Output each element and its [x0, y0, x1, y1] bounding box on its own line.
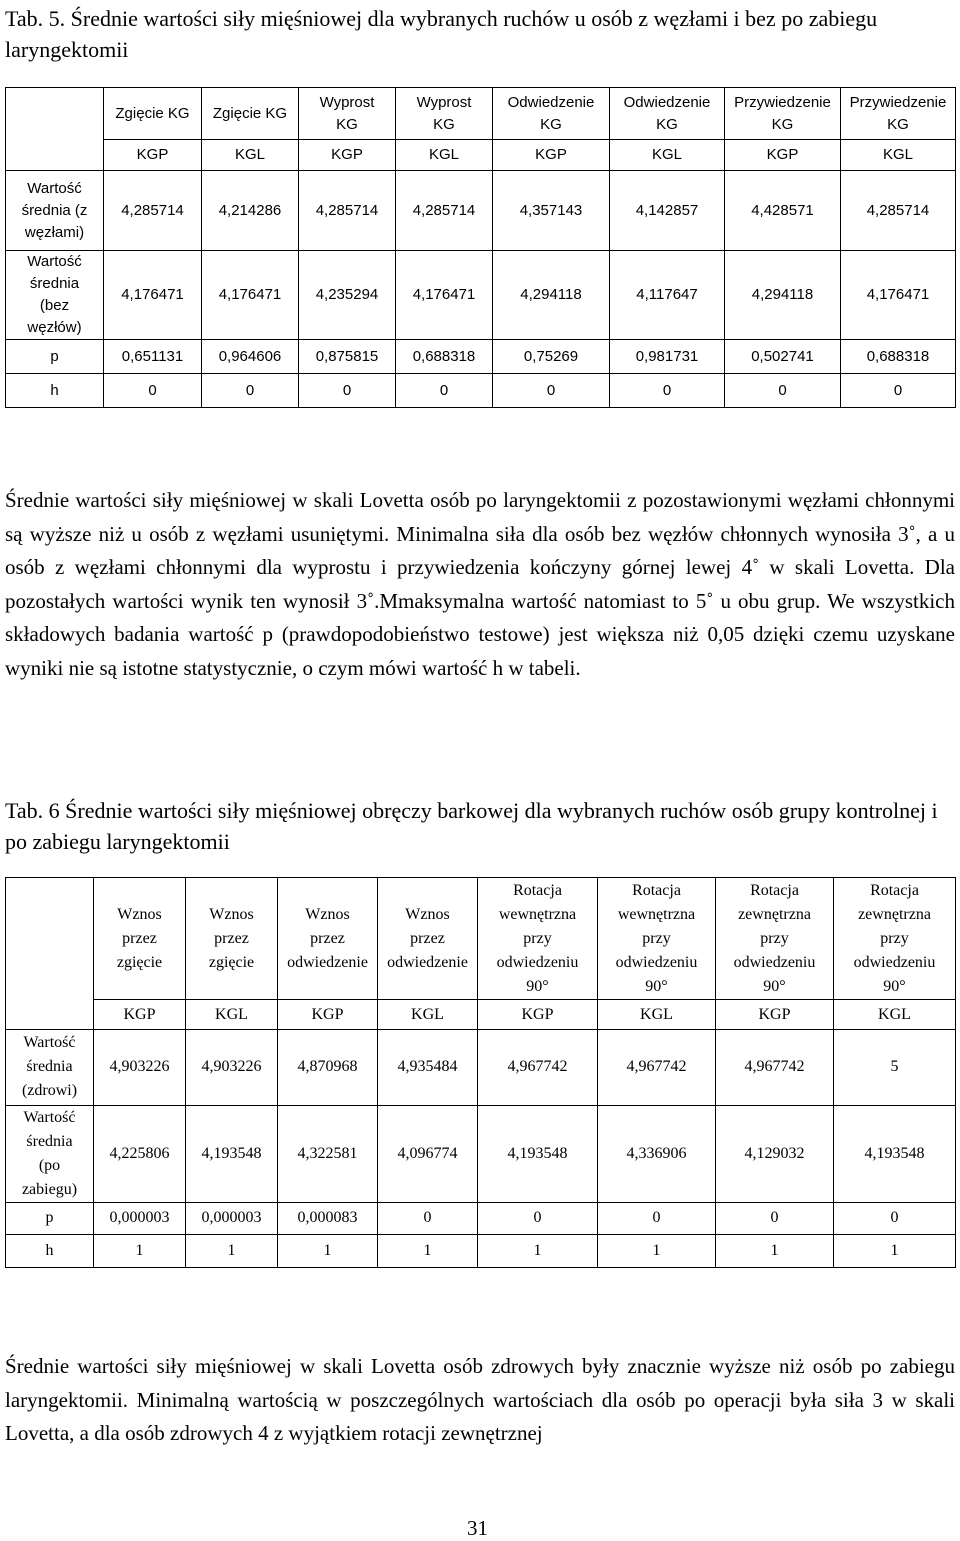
side-header: KGL [396, 140, 493, 171]
value-cell: 4,322581 [278, 1105, 378, 1202]
value-cell: 1 [478, 1234, 598, 1267]
column-header: Wyprost KG [396, 88, 493, 140]
column-header: Rotacja zewnętrzna przy odwiedzeniu 90° [834, 878, 956, 1000]
value-cell: 0 [202, 374, 299, 408]
value-cell: 4,117647 [610, 251, 725, 340]
value-cell: 5 [834, 1030, 956, 1105]
side-header: KGL [378, 1000, 478, 1030]
paragraph-1: Średnie wartości siły mięśniowej w skali Lovetta osób po laryngektomii z pozostawionymi węzłami chłonnymi są wyższe niż u osób z węzłami usuniętymi. Minimalna siła dla osób bez węzłów chłonnych wynosiła 3˚, a u osób z węzłami chłonnymi dla wyprostu i przywiedzenia kończyny górnej lewej 4˚ w skali Lovetta. Dla pozostałych wartości wynik ten wynosił 3˚.Mmaksymalna wartość natomiast to 5˚ u obu grup. We wszystkich składowych badania wartość p (prawdopodobieństwo testowe) jest większa niż 0,05 dzięki czemu uzyskane wyniki nie są istotne statystycznie, o czym mówi wartość h w tabeli. [5, 488, 955, 680]
side-header: KGL [610, 140, 725, 171]
side-header: KGL [598, 1000, 716, 1030]
column-header: Przywiedzenie KG [725, 88, 841, 140]
table6-caption: Tab. 6 Średnie wartości siły mięśniowej obręczy barkowej dla wybranych ruchów osób grupy kontrolnej i po zabiegu laryngektomii [5, 798, 938, 854]
value-cell: 0 [478, 1202, 598, 1234]
table5-caption: Tab. 5. Średnie wartości siły mięśniowej dla wybranych ruchów u osób z węzłami i bez po zabiegu laryngektomii [5, 6, 878, 62]
table-row [6, 340, 956, 374]
value-cell: 4,870968 [278, 1030, 378, 1105]
side-header: KGL [186, 1000, 278, 1030]
value-cell: 4,428571 [725, 171, 841, 251]
value-cell: 4,903226 [94, 1030, 186, 1105]
side-header: KGP [104, 140, 202, 171]
value-cell: 4,903226 [186, 1030, 278, 1105]
side-header: KGP [94, 1000, 186, 1030]
value-cell: 1 [186, 1234, 278, 1267]
value-cell: 0,964606 [202, 340, 299, 374]
side-header: KGP [716, 1000, 834, 1030]
value-cell: 4,176471 [202, 251, 299, 340]
header-row [6, 88, 956, 140]
column-header: Rotacja wewnętrzna przy odwiedzeniu 90° [598, 878, 716, 1000]
column-header: Zgięcie KG [104, 88, 202, 140]
value-cell: 0 [834, 1202, 956, 1234]
table-5 [5, 87, 956, 408]
value-cell: 4,336906 [598, 1105, 716, 1202]
side-header: KGL [202, 140, 299, 171]
value-cell: 4,285714 [841, 171, 956, 251]
value-cell: 4,967742 [716, 1030, 834, 1105]
row-label: Wartość średnia (po zabiegu) [6, 1105, 94, 1202]
value-cell: 0,651131 [104, 340, 202, 374]
header-row [6, 878, 956, 1000]
table-row [6, 1202, 956, 1234]
value-cell: 4,214286 [202, 171, 299, 251]
row-label: Wartość średnia (z węzłami) [6, 171, 104, 251]
value-cell: 4,176471 [841, 251, 956, 340]
value-cell: 0 [841, 374, 956, 408]
value-cell: 0,000003 [186, 1202, 278, 1234]
value-cell: 4,176471 [104, 251, 202, 340]
value-cell: 0 [725, 374, 841, 408]
value-cell: 0 [493, 374, 610, 408]
value-cell: 4,096774 [378, 1105, 478, 1202]
value-cell: 4,176471 [396, 251, 493, 340]
value-cell: 4,129032 [716, 1105, 834, 1202]
column-header: Wznos przez zgięcie [94, 878, 186, 1000]
table6-body [6, 878, 956, 1268]
column-header: Przywiedzenie KG [841, 88, 956, 140]
value-cell: 1 [716, 1234, 834, 1267]
value-cell: 4,285714 [104, 171, 202, 251]
paragraph-2: Średnie wartości siły mięśniowej w skali Lovetta osób zdrowych były znacznie wyższe niż osób po zabiegu laryngektomii. Minimalną wartością w poszczególnych wartościach dla osób po operacji była siła 3 w skali Lovetta, a dla osób zdrowych 4 z wyjątkiem rotacji zewnętrznej [5, 1354, 955, 1445]
row-label: h [6, 1234, 94, 1267]
value-cell: 4,193548 [834, 1105, 956, 1202]
value-cell: 4,225806 [94, 1105, 186, 1202]
value-cell: 1 [834, 1234, 956, 1267]
page-number: 31 [467, 1516, 488, 1540]
value-cell: 1 [378, 1234, 478, 1267]
table-row [6, 1234, 956, 1267]
value-cell: 1 [598, 1234, 716, 1267]
value-cell: 1 [278, 1234, 378, 1267]
value-cell: 4,285714 [396, 171, 493, 251]
side-row [6, 140, 956, 171]
side-row [6, 1000, 956, 1030]
value-cell: 4,294118 [493, 251, 610, 340]
table-row [6, 374, 956, 408]
side-header: KGP [278, 1000, 378, 1030]
column-header: Wznos przez zgięcie [186, 878, 278, 1000]
value-cell: 0,688318 [396, 340, 493, 374]
table-row [6, 171, 956, 251]
value-cell: 4,294118 [725, 251, 841, 340]
value-cell: 4,285714 [299, 171, 396, 251]
side-header: KGP [299, 140, 396, 171]
column-header: Odwiedzenie KG [493, 88, 610, 140]
value-cell: 4,935484 [378, 1030, 478, 1105]
side-header: KGP [478, 1000, 598, 1030]
table-6 [5, 877, 956, 1268]
value-cell: 4,142857 [610, 171, 725, 251]
table-row [6, 1105, 956, 1202]
value-cell: 0 [299, 374, 396, 408]
side-header: KGP [725, 140, 841, 171]
value-cell: 0,000083 [278, 1202, 378, 1234]
corner-cell [6, 88, 104, 171]
value-cell: 0 [378, 1202, 478, 1234]
row-label: p [6, 1202, 94, 1234]
value-cell: 0 [104, 374, 202, 408]
column-header: Wznos przez odwiedzenie [278, 878, 378, 1000]
value-cell: 4,193548 [478, 1105, 598, 1202]
value-cell: 0,000003 [94, 1202, 186, 1234]
value-cell: 0,875815 [299, 340, 396, 374]
column-header: Wyprost KG [299, 88, 396, 140]
value-cell: 0 [396, 374, 493, 408]
value-cell: 0,981731 [610, 340, 725, 374]
value-cell: 0 [716, 1202, 834, 1234]
value-cell: 4,967742 [598, 1030, 716, 1105]
value-cell: 4,235294 [299, 251, 396, 340]
column-header: Rotacja wewnętrzna przy odwiedzeniu 90° [478, 878, 598, 1000]
row-label: Wartość średnia (bez węzłów) [6, 251, 104, 340]
value-cell: 4,357143 [493, 171, 610, 251]
value-cell: 0 [610, 374, 725, 408]
row-label: Wartość średnia (zdrowi) [6, 1030, 94, 1105]
table5-body [6, 88, 956, 408]
side-header: KGP [493, 140, 610, 171]
value-cell: 0,502741 [725, 340, 841, 374]
table-row [6, 251, 956, 340]
corner-cell [6, 878, 94, 1030]
side-header: KGL [841, 140, 956, 171]
column-header: Zgięcie KG [202, 88, 299, 140]
value-cell: 0 [598, 1202, 716, 1234]
column-header: Wznos przez odwiedzenie [378, 878, 478, 1000]
column-header: Rotacja zewnętrzna przy odwiedzeniu 90° [716, 878, 834, 1000]
row-label: p [6, 340, 104, 374]
side-header: KGL [834, 1000, 956, 1030]
value-cell: 4,967742 [478, 1030, 598, 1105]
value-cell: 0,75269 [493, 340, 610, 374]
table-row [6, 1030, 956, 1105]
row-label: h [6, 374, 104, 408]
value-cell: 4,193548 [186, 1105, 278, 1202]
column-header: Odwiedzenie KG [610, 88, 725, 140]
value-cell: 0,688318 [841, 340, 956, 374]
value-cell: 1 [94, 1234, 186, 1267]
